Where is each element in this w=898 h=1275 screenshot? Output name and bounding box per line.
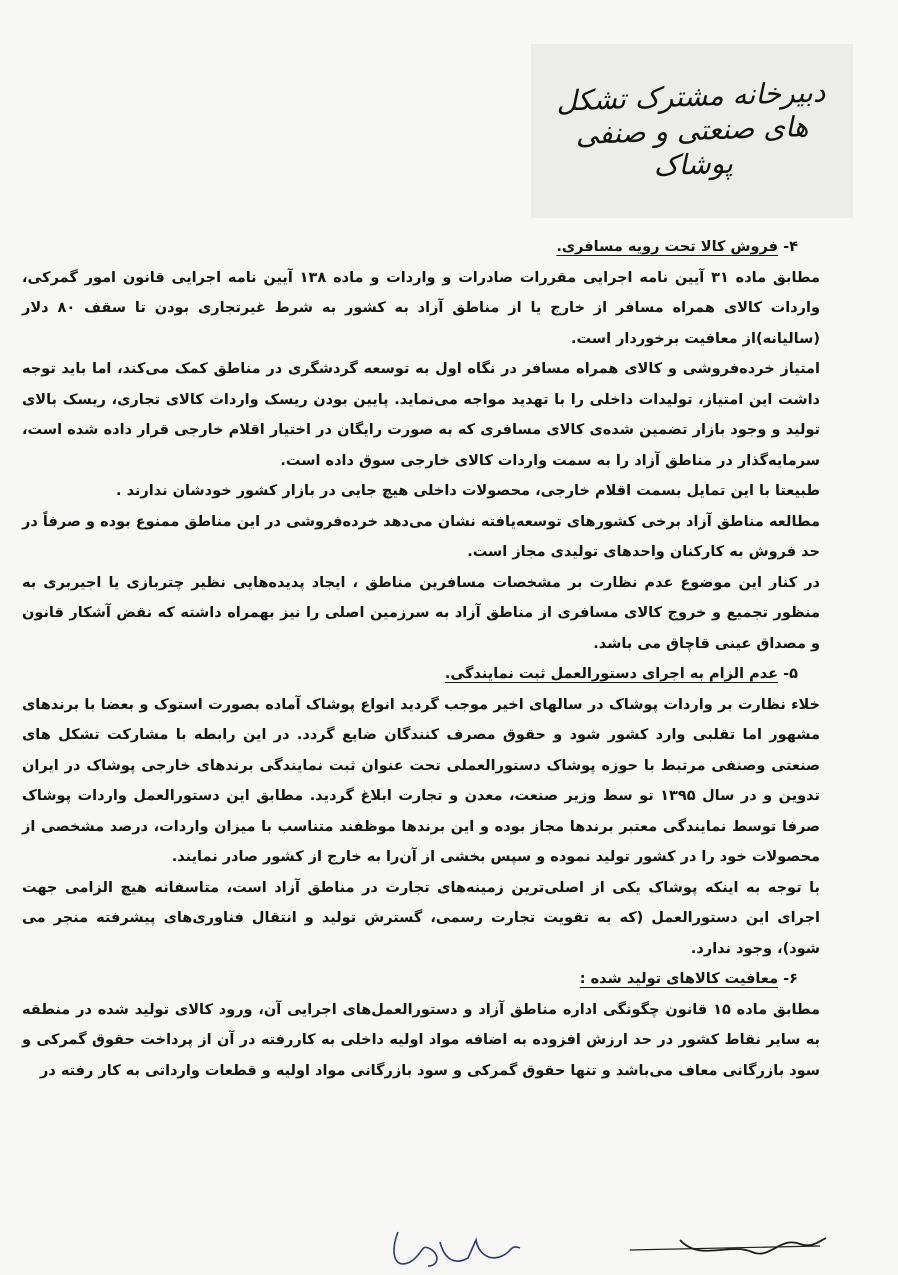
section-number: ۴- (783, 239, 798, 255)
signatures (380, 1222, 840, 1272)
paragraph: با توجه به اینکه پوشاک یکی از اصلی‌ترین زمینه‌های تجارت در مناطق آزاد است، متاسفانه هیچ الزامی جهت اجرای این دستورالعمل (که به تقویت تجارت رسمی، گسترش تولید و انتقال فناوری‌های پیشرفته منجر می شود)، وجود ندارد. (22, 879, 820, 957)
paragraph: مطالعه مناطق آزاد برخی کشورهای توسعه‌یافته نشان می‌دهد خرده‌فروشی در این مناطق ممنوع بوده و صرفاً در حد فروش به کارکنان واحدهای تولیدی مجاز است. (22, 513, 820, 560)
signature-1 (394, 1232, 437, 1266)
section-number: ۵- (783, 666, 798, 682)
section-4-heading (22, 232, 820, 263)
document-body (22, 232, 820, 1086)
section-title: فروش کالا تحت رویه مسافری. (556, 239, 779, 255)
paragraph: مطابق ماده ۳۱ آیین نامه اجرایی مقررات صادرات و واردات و ماده ۱۳۸ آیین نامه اجرایی قانون امور گمرکی، واردات کالای همراه مسافر از خارج یا از مناطق آزاد به کشور به شرط غیرتجاری بودن تا سقف ۸۰ دلار (سالیانه)از معافیت برخوردار است. (22, 269, 820, 347)
section-number: ۶- (783, 971, 798, 987)
paragraph: طبیعتا با این تمایل بسمت اقلام خارجی، محصولات داخلی هیچ جایی در بازار کشور خودشان ندارند . (116, 483, 820, 499)
paragraph: مطابق ماده ۱۵ قانون چگونگی اداره مناطق آزاد و دستورالعمل‌های اجرایی آن، ورود کالای تولید شده در منطقه به سایر نقاط کشور در حد ارزش افزوده به اضافه مواد اولیه داخلی به کاررفته در آن از پرداخت حقوق گمرکی و سود بازرگانی معاف می‌باشد و تنها حقوق گمرکی و سود بازرگانی مواد اولیه و قطعات وارداتی به کار رفته در (22, 1001, 820, 1079)
signature-2 (440, 1240, 520, 1261)
section-title: معافیت کالاهای تولید شده : (579, 971, 779, 987)
letterhead-logo (531, 44, 853, 218)
paragraph: امتیاز خرده‌فروشی و کالای همراه مسافر در نگاه اول به توسعه گردشگری در مناطق کمک می‌کند، اما باید توجه داشت این امتیاز، تولیدات داخلی را با تهدید مواجه می‌نماید. پایین بودن ریسک واردات کالای تجاری، ریسک بالای تولید و وجود بازار تضمین شده‌ی کالای مسافری که به صورت رایگان در اختیار اقلام خارجی قرار داده شده است، سرمایه‌گذار در مناطق آزاد را به سمت واردات کالای خارجی سوق داده است. (22, 361, 820, 469)
letterhead-logo-text: دبیرخانه مشترک تشکل های صنعتی و صنفی پوشاک (555, 75, 826, 183)
paragraph: خلاء نظارت بر واردات پوشاک در سالهای اخیر موجب گردید انواع پوشاک آماده بصورت استوک و بعضا با برندهای مشهور اما تقلبی وارد کشور شود و حقوق مصرف کنندگان ضایع گردد. در این رابطه با مشارکت تشکل های صنعتی وصنفی مرتبط با حوزه پوشاک دستورالعملی تحت عنوان ثبت نمایندگی برندهای خارجی پوشاک در ایران تدوین و در سال ۱۳۹۵ تو سط وزیر صنعت، معدن و تجارت ابلاغ گردید. مطابق این دستورالعمل واردات پوشاک صرفا توسط نمایندگی معتبر برندها مجاز بوده و این برندها موظفند متناسب با میزان واردات، درصد مشخصی از محصولات خود را در کشور تولید نموده و سپس بخشی از آن‌را به خارج از کشور صادر نمایند. (22, 696, 820, 865)
section-6-heading (22, 964, 820, 995)
section-title: عدم الزام به اجرای دستورالعمل ثبت نمایندگی. (444, 666, 779, 682)
paragraph: در کنار این موضوع عدم نظارت بر مشخصات مسافرین مناطق ، ایجاد پدیده‌هایی نظیر چتربازی یا اجیربری به منظور تجمیع و خروج کالای مسافری از مناطق آزاد به سرزمین اصلی را نیز بهمراه داشته که نقض آشکار قانون و مصداق عینی قاچاق می باشد. (22, 574, 820, 652)
section-5-heading (22, 659, 820, 690)
